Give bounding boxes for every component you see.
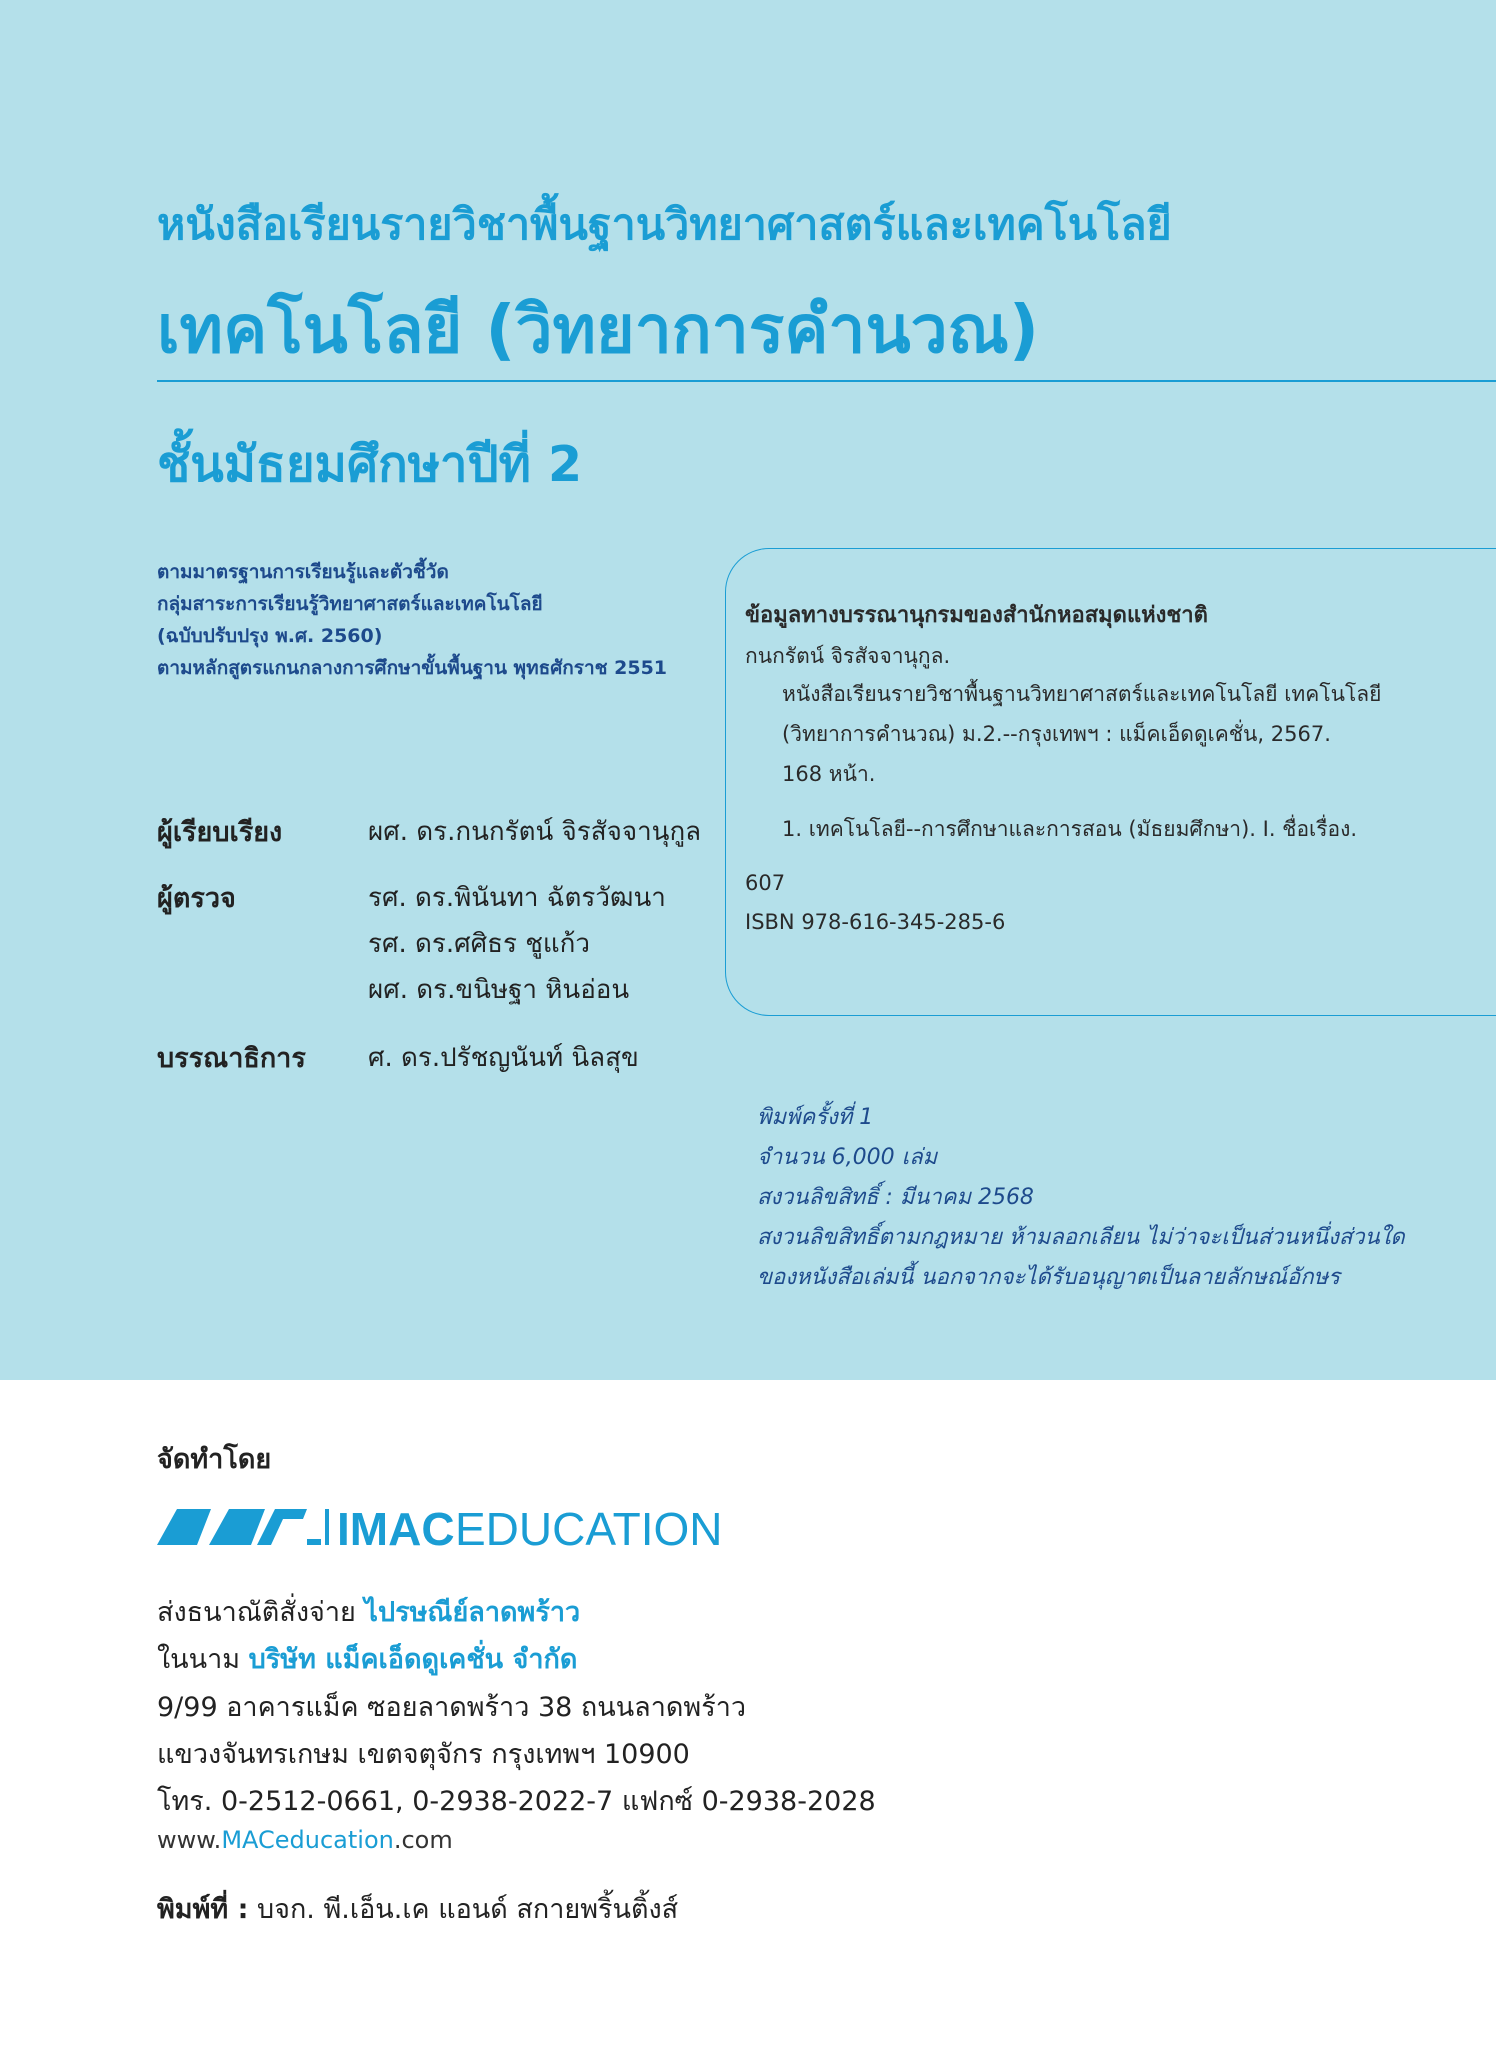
web-prefix: www. bbox=[157, 1826, 222, 1854]
author-name: ผศ. ดร.กนกรัตน์ จิรสัจจานุกูล bbox=[368, 817, 702, 847]
print-quantity: จำนวน 6,000 เล่ม bbox=[757, 1145, 938, 1170]
printer-name: บจก. พี.เอ็น.เค แอนด์ สกายพริ้นติ้งส์ bbox=[256, 1894, 679, 1925]
made-by-label: จัดทำโดย bbox=[157, 1444, 272, 1475]
cip-author: กนกรัตน์ จิรสัจจานุกูล. bbox=[745, 644, 951, 668]
editor-name: ศ. ดร.ปรัชญนันท์ นิลสุข bbox=[368, 1043, 639, 1073]
cip-pages: 168 หน้า. bbox=[782, 762, 876, 786]
web-suffix: .com bbox=[393, 1826, 453, 1854]
copyright-date: สงวนลิขสิทธิ์ : มีนาคม 2568 bbox=[757, 1185, 1034, 1210]
payee-line bbox=[157, 1637, 577, 1680]
money-order-line bbox=[157, 1590, 580, 1633]
logo-text-bold: IMAC bbox=[337, 1503, 455, 1555]
copyright-notice: ของหนังสือเล่มนี้ นอกจากจะได้รับอนุญาตเป็นลายลักษณ์อักษร bbox=[757, 1265, 1340, 1290]
subject-line: หนังสือเรียนรายวิชาพื้นฐานวิทยาศาสตร์และเทคโนโลยี bbox=[157, 200, 1172, 250]
copyright-notice: สงวนลิขสิทธิ์ตามกฎหมาย ห้ามลอกเลียน ไม่ว่าจะเป็นส่วนหนึ่งส่วนใด bbox=[757, 1225, 1405, 1250]
standard-line: ตามมาตรฐานการเรียนรู้และตัวชี้วัด bbox=[157, 561, 449, 583]
standard-line: ตามหลักสูตรแกนกลางการศึกษาขั้นพื้นฐาน พุทธศักราช 2551 bbox=[157, 657, 668, 679]
cip-line: หนังสือเรียนรายวิชาพื้นฐานวิทยาศาสตร์และเทคโนโลยี เทคโนโลยี bbox=[782, 682, 1382, 706]
reviewer-name: รศ. ดร.พินันทา ฉัตรวัฒนา bbox=[368, 883, 666, 913]
address-line: 9/99 อาคารแม็ค ซอยลาดพร้าว 38 ถนนลาดพร้าว bbox=[157, 1692, 747, 1723]
printer-line bbox=[157, 1887, 678, 1930]
standard-line: (ฉบับปรับปรุง พ.ศ. 2560) bbox=[157, 625, 383, 647]
cip-title: ข้อมูลทางบรรณานุกรมของสำนักหอสมุดแห่งชาติ bbox=[745, 603, 1208, 628]
print-edition: พิมพ์ครั้งที่ 1 bbox=[757, 1105, 874, 1130]
payee-prefix: ในนาม bbox=[157, 1644, 241, 1675]
payee-name: บริษัท แม็คเอ็ดดูเคชั่น จำกัด bbox=[248, 1644, 578, 1675]
printer-label: พิมพ์ที่ : bbox=[157, 1894, 249, 1925]
web-brand: MACeducation bbox=[221, 1826, 394, 1854]
title-divider bbox=[157, 380, 1496, 382]
book-title: เทคโนโลยี (วิทยาการคำนวณ) bbox=[157, 291, 1040, 368]
grade-level: ชั้นมัธยมศึกษาปีที่ 2 bbox=[157, 436, 583, 493]
cip-isbn: ISBN 978-616-345-285-6 bbox=[745, 910, 1006, 934]
editor-role: บรรณาธิการ bbox=[157, 1043, 306, 1074]
standard-line: กลุ่มสาระการเรียนรู้วิทยาศาสตร์และเทคโนโลยี bbox=[157, 593, 543, 615]
logo-text-light: EDUCATION bbox=[455, 1503, 723, 1555]
phone-line: โทร. 0-2512-0661, 0-2938-2022-7 แฟกซ์ 0-2938-2028 bbox=[157, 1786, 876, 1817]
address-line: แขวงจันทรเกษม เขตจตุจักร กรุงเทพฯ 10900 bbox=[157, 1739, 690, 1770]
money-order-post-office: ไปรษณีย์ลาดพร้าว bbox=[364, 1597, 581, 1628]
cip-subject: 1. เทคโนโลยี--การศึกษาและการสอน (มัธยมศึกษา). I. ชื่อเรื่อง. bbox=[782, 817, 1358, 841]
mac-education-logo bbox=[157, 1497, 797, 1559]
reviewer-name: รศ. ดร.ศศิธร ชูแก้ว bbox=[368, 929, 590, 959]
website-link[interactable] bbox=[157, 1826, 453, 1854]
cip-class-number: 607 bbox=[745, 871, 786, 895]
reviewer-name: ผศ. ดร.ขนิษฐา หินอ่อน bbox=[368, 975, 630, 1005]
author-role: ผู้เรียบเรียง bbox=[157, 817, 283, 848]
reviewer-role: ผู้ตรวจ bbox=[157, 883, 236, 914]
money-order-prefix: ส่งธนาณัติสั่งจ่าย bbox=[157, 1597, 356, 1628]
cip-line: (วิทยาการคำนวณ) ม.2.--กรุงเทพฯ : แม็คเอ็ดดูเคชั่น, 2567. bbox=[782, 722, 1331, 746]
